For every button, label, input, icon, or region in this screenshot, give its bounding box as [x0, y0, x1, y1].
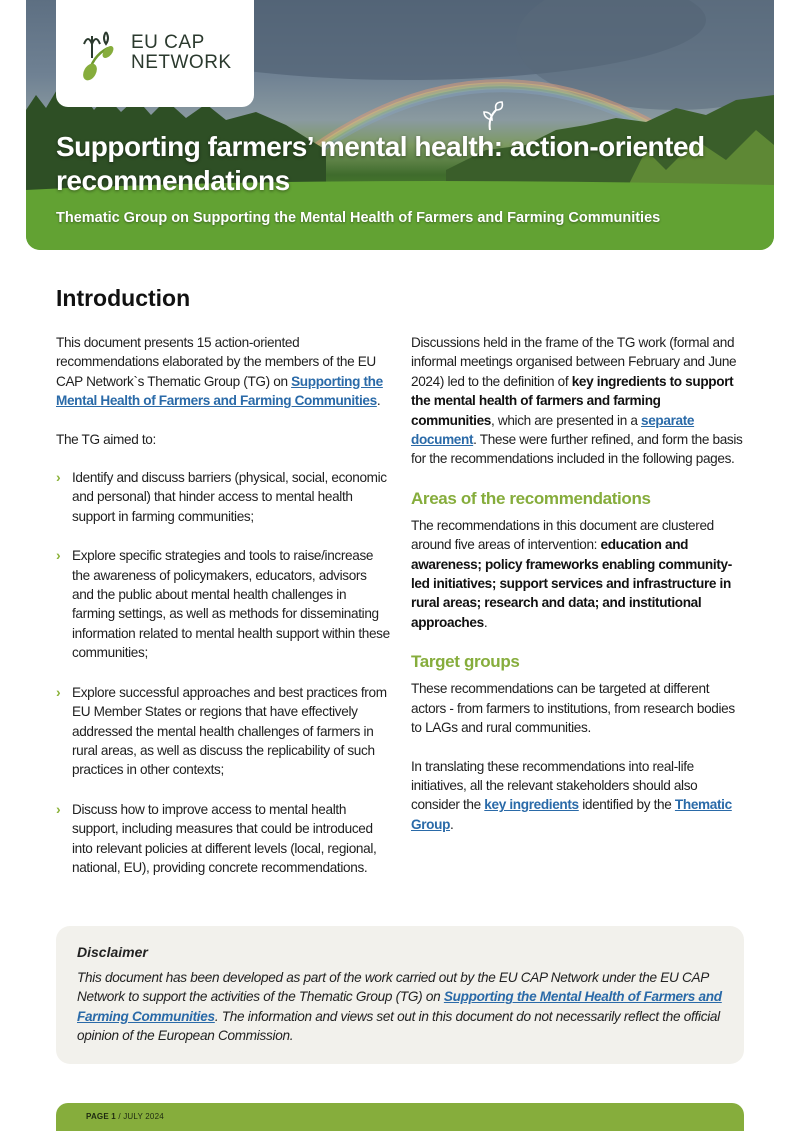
intro-text-end: . — [376, 393, 381, 409]
bullet-text: Explore specific strategies and tools to raise/increase the awareness of policymakers, educators, advisors and the public about mental health challenges in farming settings, as well as methods for disseminating information related to mental health support within these communities; — [72, 548, 390, 661]
disclaimer-text — [77, 968, 724, 1046]
areas-text-end: . — [483, 614, 488, 630]
chevron-right-icon: › — [56, 547, 61, 564]
sprout-icon — [478, 100, 506, 132]
page-date: / JULY 2024 — [115, 1112, 164, 1121]
leaf-logo-icon — [78, 26, 126, 82]
chevron-right-icon: › — [56, 683, 61, 700]
right-column — [411, 333, 745, 853]
intro-paragraph — [56, 333, 390, 411]
page-title: Supporting farmers’ mental health: action-oriented recommendations — [56, 131, 705, 196]
list-item — [56, 800, 390, 878]
discussions-text: Discussions held in the frame of the TG work (formal and informal meetings organised between February and June 2024) led to the definition of — [411, 335, 737, 389]
translating-text-end: . — [450, 816, 454, 832]
tg-aim-text: The TG aimed to: — [56, 431, 156, 447]
areas-heading: Areas of the recommendations — [411, 488, 651, 508]
left-column — [56, 333, 390, 897]
page-label: PAGE 1 — [86, 1112, 116, 1121]
introduction-heading: Introduction — [56, 285, 191, 311]
page-indicator — [86, 1112, 164, 1121]
translating-text: In translating these recommendations into real-life initiatives, all the relevant stakeholders should also consider the — [411, 758, 698, 813]
discussions-text-2: , which are presented in a — [491, 412, 641, 428]
logo-text — [131, 33, 232, 73]
thematic-group-link-2[interactable]: Thematic Group — [411, 797, 732, 832]
disclaimer-title: Disclaimer — [77, 944, 148, 960]
key-ingredients-bold: key ingredients to support the mental health of farmers and farming communities — [411, 373, 734, 428]
logo-line2: NETWORK — [131, 52, 232, 73]
disclaimer-text-b: . The information and views set out in this document do not necessarily reflect the official opinion of the European Commission. — [77, 1008, 720, 1044]
intro-text: This document presents 15 action-oriented recommendations elaborated by the members of the EU CAP Network`s Thematic Group (TG) on — [56, 335, 376, 389]
list-item — [56, 683, 390, 780]
areas-paragraph — [411, 516, 745, 632]
disclaimer-box — [56, 926, 744, 1064]
translating-text-2: identified by the — [578, 797, 675, 813]
target-groups-heading: Target groups — [411, 652, 520, 672]
target-groups-paragraph: These recommendations can be targeted at different actors - from farmers to institutions, from research bodies to LAGs and rural communities. — [411, 681, 735, 736]
logo-line1: EU CAP — [131, 32, 205, 53]
hero-banner — [26, 0, 774, 250]
list-item — [56, 468, 390, 526]
bullet-text: Discuss how to improve access to mental health support, including measures that could be introduced into relevant policies at different levels (local, regional, national, EU), providing concrete recommendations. — [72, 801, 377, 875]
aims-list — [56, 468, 390, 877]
separate-document-link[interactable]: separate document — [411, 412, 695, 448]
footer-bar — [56, 1103, 744, 1131]
chevron-right-icon: › — [56, 800, 61, 817]
thematic-group-link[interactable]: Supporting the Mental Health of Farmers and Farming Communities — [56, 373, 383, 409]
disclaimer-link[interactable]: Supporting the Mental Health of Farmers and Farming Communities — [77, 989, 722, 1024]
bullet-text: Explore successful approaches and best practices from EU Member States or regions that have effectively addressed the mental health challenges of farmers in rural areas, as well as discuss the replicability of such practices in other contexts; — [72, 684, 387, 778]
chevron-right-icon: › — [56, 469, 61, 486]
key-ingredients-link[interactable]: key ingredients — [484, 797, 579, 813]
logo-card[interactable] — [56, 0, 254, 107]
translating-paragraph — [411, 757, 745, 835]
list-item — [56, 546, 390, 662]
discussions-paragraph — [411, 333, 745, 469]
disclaimer-text-a: This document has been developed as part of the work carried out by the EU CAP Network under the EU CAP Network to support the activities of the Thematic Group (TG) on — [77, 970, 709, 1005]
discussions-text-3: . These were further refined, and form the basis for the recommendations included in the following pages. — [411, 432, 743, 467]
areas-text: The recommendations in this document are clustered around five areas of intervention: — [411, 517, 714, 553]
areas-bold: education and awareness; policy frameworks enabling community-led initiatives; support services and infrastructure in rural areas; research and data; and institutional approaches — [411, 537, 732, 630]
page-subtitle: Thematic Group on Supporting the Mental Health of Farmers and Farming Communities — [56, 210, 661, 226]
bullet-text: Identify and discuss barriers (physical, social, economic and personal) that hinder access to mental health support in farming communities; — [72, 470, 387, 524]
